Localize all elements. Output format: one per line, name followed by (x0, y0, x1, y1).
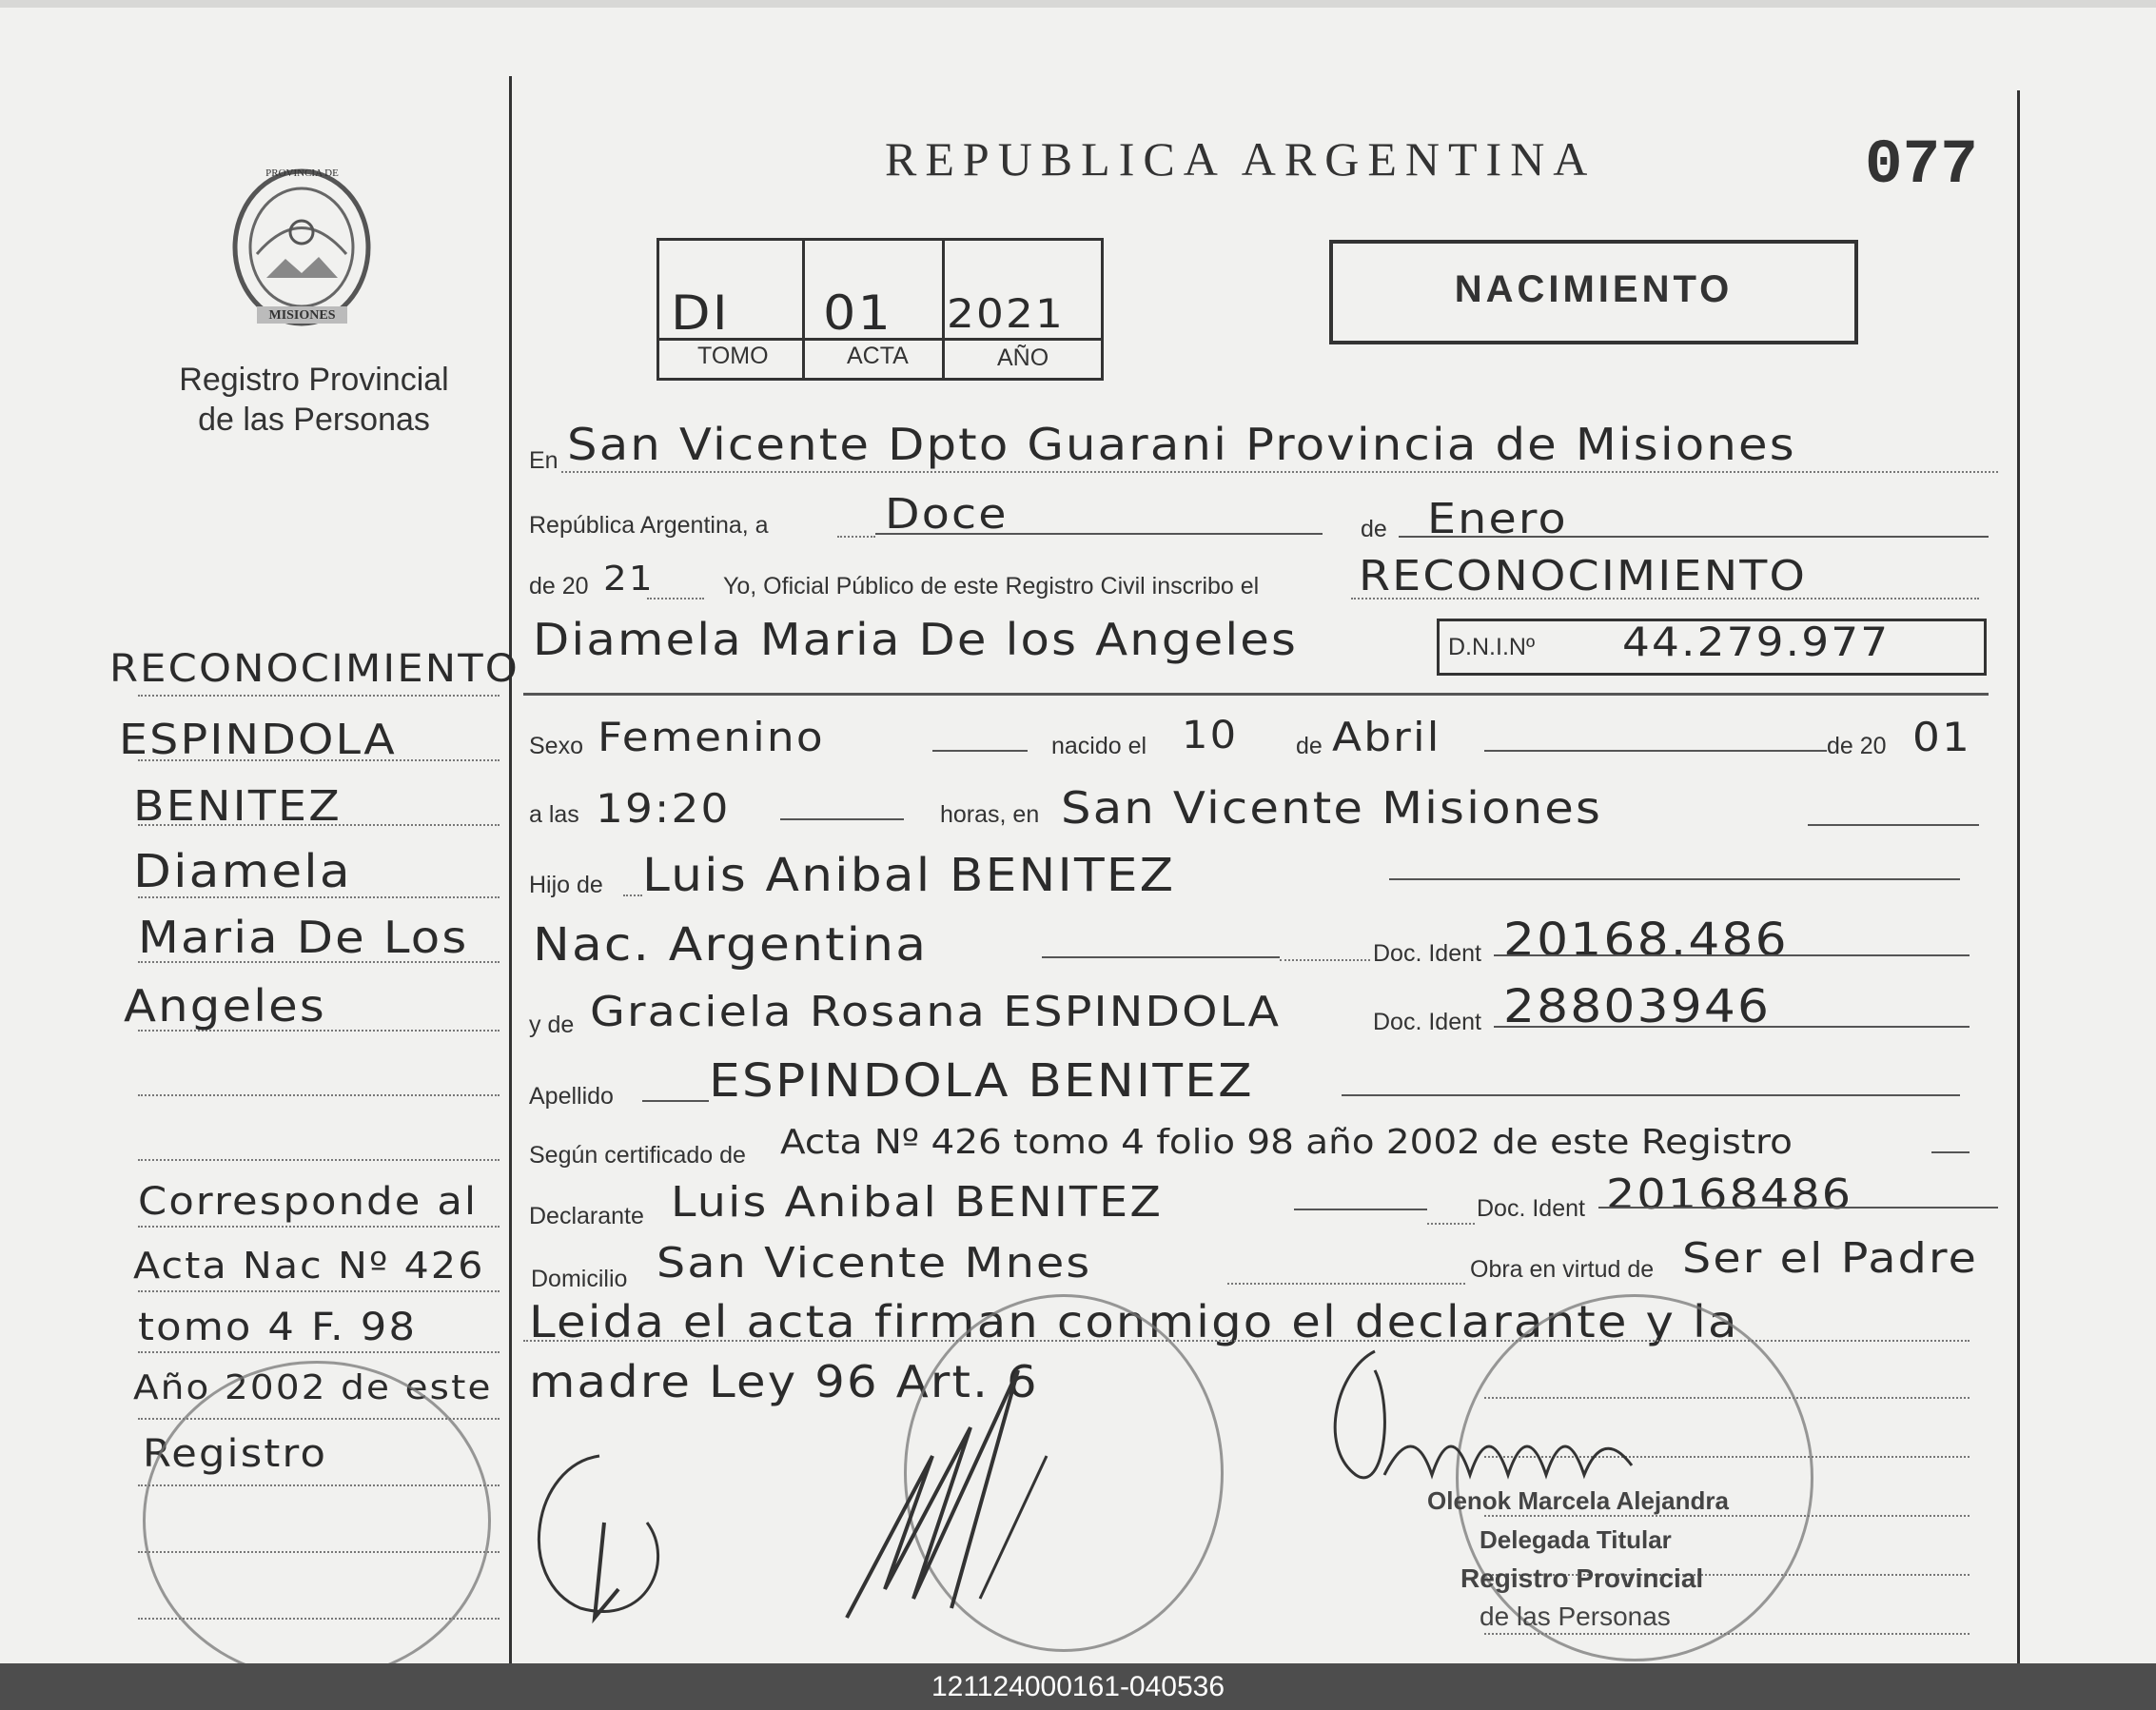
acta-value: 01 (823, 285, 893, 341)
leida-line-2: madre Ley 96 Art. 6 (529, 1356, 1039, 1407)
de-label: de (1361, 516, 1387, 542)
nac-line (1042, 956, 1280, 958)
left-official-stamp (143, 1361, 491, 1681)
nac-dots (1280, 959, 1370, 961)
name-value: Diamela Maria De los Angeles (533, 614, 1299, 665)
margin-rule-1 (138, 695, 500, 697)
month-born-line (1484, 750, 1827, 752)
left-frame-line (509, 76, 512, 1665)
obra-label: Obra en virtud de (1470, 1256, 1655, 1283)
domicilio-value: San Vicente Mnes (657, 1239, 1092, 1287)
seal-bottom-text: MISIONES (268, 308, 336, 323)
official-title: Delegada Titular (1480, 1525, 1672, 1554)
declarante-dots (1427, 1223, 1475, 1225)
a-las-label: a las (529, 801, 579, 828)
margin-note-1-line-5: Maria De Los (138, 912, 469, 963)
horas-en-label: horas, en (940, 801, 1040, 828)
year-suffix: 21 (603, 560, 655, 599)
margin-rule-7 (138, 1094, 500, 1096)
margin-note-2-line-3: tomo 4 F. 98 (138, 1306, 418, 1349)
top-edge (0, 0, 2156, 8)
official-org-2: de las Personas (1480, 1602, 1671, 1631)
leida-line-1: Leida el acta firman conmigo el declarante y la (529, 1296, 1739, 1347)
dni-value: 44.279.977 (1622, 619, 1891, 665)
segun-line (1931, 1151, 1970, 1153)
margin-note-1-line-4: Diamela (133, 845, 352, 898)
padre-line (1389, 878, 1960, 880)
declarante-value: Luis Anibal BENITEZ (671, 1178, 1164, 1227)
margin-rule-8 (138, 1159, 500, 1161)
apellido-value: ESPINDOLA BENITEZ (709, 1054, 1254, 1108)
domicilio-dots (1227, 1283, 1465, 1285)
year-dots (647, 598, 704, 599)
acta-label: ACTA (847, 343, 909, 369)
inscribo-value: RECONOCIMIENTO (1359, 552, 1808, 600)
right-frame-line (2017, 90, 2020, 1665)
de-label-2: de (1296, 733, 1323, 759)
en-line (561, 471, 1998, 473)
anio-value: 2021 (947, 290, 1066, 337)
registry-line-1: Registro Provincial (179, 362, 449, 398)
segun-label: Según certificado de (529, 1142, 746, 1169)
sexo-label: Sexo (529, 733, 583, 759)
lugar-value: San Vicente Misiones (1061, 782, 1603, 834)
margin-note-2-line-5: Registro (143, 1432, 328, 1476)
margin-note-2-line-2: Acta Nac Nº 426 (133, 1245, 485, 1287)
day-dots (837, 536, 875, 538)
official-org-1: Registro Provincial (1460, 1563, 1704, 1593)
declarante-label: Declarante (529, 1203, 644, 1229)
margin-note-1-line-2: ESPINDOLA (119, 716, 397, 764)
nacido-month: Abril (1332, 714, 1441, 760)
margin-note-1-line-1: RECONOCIMIENTO (109, 647, 519, 691)
center-signature (828, 1313, 1227, 1627)
doc-type-label: NACIMIENTO (1454, 268, 1734, 310)
declarante-line (1294, 1209, 1427, 1210)
misiones-seal (228, 164, 376, 330)
official-name: Olenok Marcela Alejandra (1427, 1486, 1729, 1515)
hora-value: 19:20 (596, 785, 731, 832)
seal-top-text: PROVINCIA DE (265, 167, 339, 179)
day-value: Doce (885, 490, 1009, 539)
madre-value: Graciela Rosana ESPINDOLA (590, 988, 1282, 1036)
obra-value: Ser el Padre (1682, 1234, 1979, 1283)
doc-ident-label-2: Doc. Ident (1373, 1009, 1481, 1035)
nacido-year: 01 (1912, 714, 1972, 760)
hora-line (780, 818, 904, 820)
hijo-label: Hijo de (529, 872, 603, 898)
madre-doc-line (1494, 1026, 1970, 1028)
lugar-line (1808, 824, 1979, 826)
nacido-day: 10 (1182, 714, 1239, 757)
apellido-label: Apellido (529, 1083, 614, 1110)
month-value: Enero (1427, 495, 1568, 543)
margin-note-1-line-3: BENITEZ (133, 782, 342, 831)
hijo-dots (623, 894, 642, 896)
padre-nac-value: Nac. Argentina (533, 918, 929, 972)
en-value: San Vicente Dpto Guarani Provincia de Misiones (567, 419, 1796, 470)
barcode-bar: 121124000161-040536 (0, 1663, 2156, 1710)
padre-value: Luis Anibal BENITEZ (642, 849, 1176, 902)
registry-line-2: de las Personas (198, 402, 430, 438)
year-label-2: de 20 (1827, 733, 1887, 759)
left-signature (514, 1446, 685, 1637)
padre-doc: 20168.486 (1503, 914, 1789, 967)
tomo-value: DI (671, 285, 730, 341)
yo-text: Yo, Oficial Público de este Registro Civil inscribo el (723, 573, 1260, 599)
en-label: En (529, 447, 559, 474)
page-title: REPUBLICA ARGENTINA (885, 132, 1597, 186)
page-number: 077 (1865, 129, 1978, 201)
margin-note-1-line-6: Angeles (124, 980, 326, 1032)
apellido-line (1342, 1094, 1960, 1096)
republica-label: República Argentina, a (529, 512, 769, 539)
sexo-line (932, 750, 1028, 752)
doc-ident-label-1: Doc. Ident (1373, 940, 1481, 967)
margin-rule-9 (138, 1226, 500, 1228)
doc-ident-label-3: Doc. Ident (1477, 1195, 1585, 1222)
declarante-doc: 20168486 (1606, 1170, 1853, 1219)
name-line (523, 693, 1989, 696)
anio-label: AÑO (997, 344, 1049, 371)
margin-rule-11 (138, 1351, 500, 1353)
dni-label: D.N.I.Nº (1448, 634, 1536, 660)
declarante-doc-line (1598, 1207, 1998, 1209)
padre-doc-line (1494, 954, 1970, 956)
margin-note-2-line-4: Año 2002 de este (133, 1368, 493, 1407)
year-prefix: de 20 (529, 573, 589, 599)
apellido-pre-line (642, 1100, 709, 1102)
segun-value: Acta Nº 426 tomo 4 folio 98 año 2002 de este Registro (780, 1123, 1793, 1162)
y-de-label: y de (529, 1012, 575, 1038)
sexo-value: Femenino (598, 714, 825, 760)
margin-rule-10 (138, 1290, 500, 1292)
tomo-label: TOMO (697, 343, 769, 369)
nacido-label: nacido el (1051, 733, 1147, 759)
madre-doc: 28803946 (1503, 980, 1772, 1033)
domicilio-label: Domicilio (531, 1266, 628, 1292)
margin-note-2-line-1: Corresponde al (138, 1180, 479, 1224)
